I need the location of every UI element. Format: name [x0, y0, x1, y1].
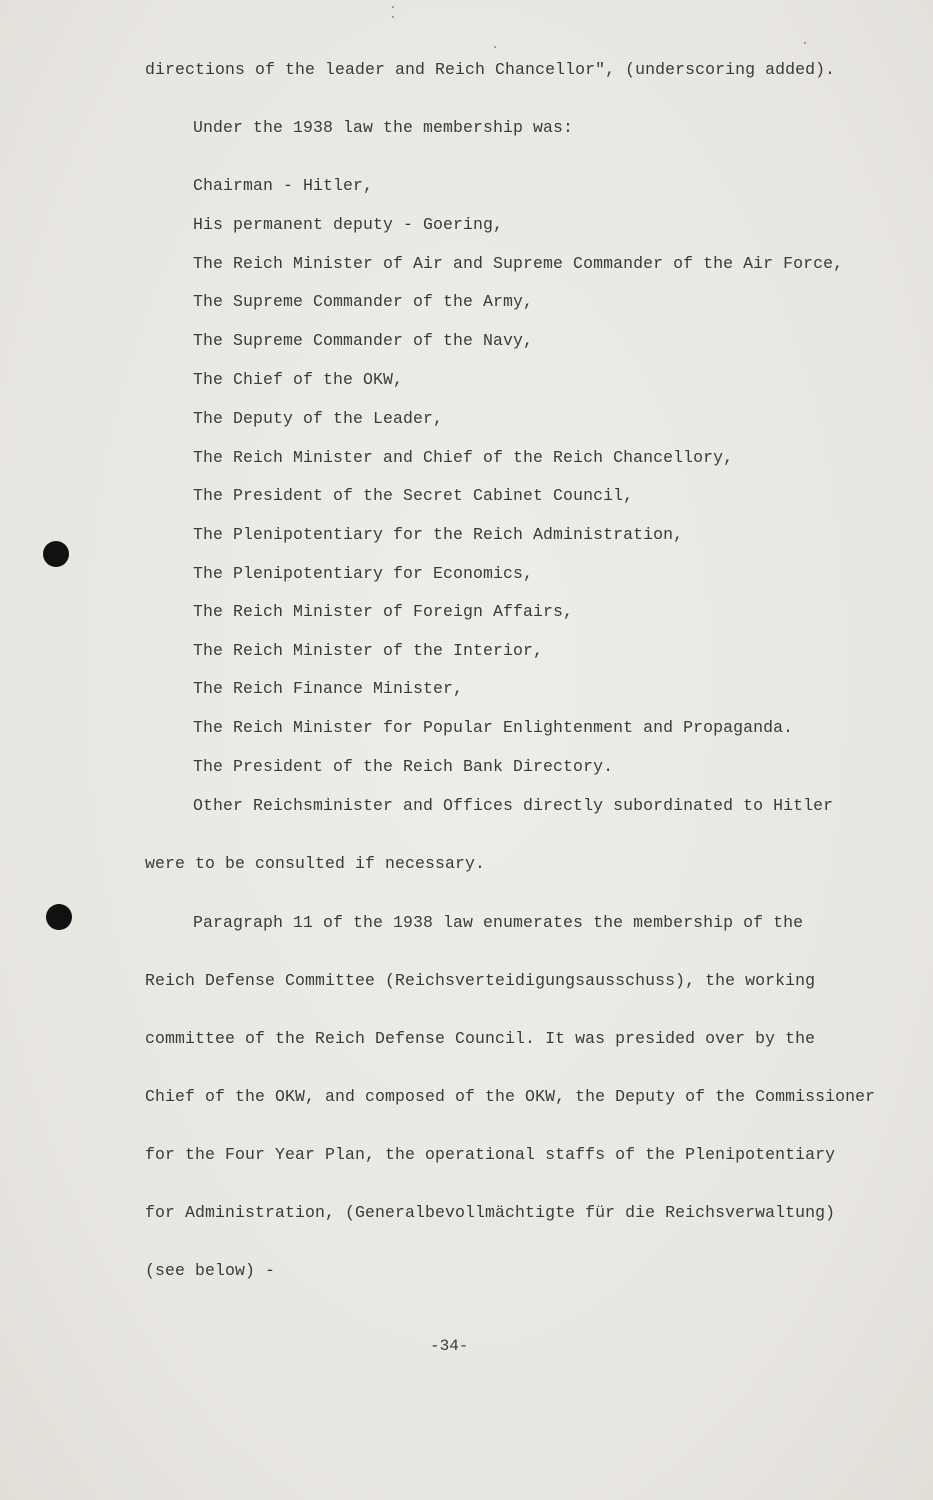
member-line: Other Reichsminister and Offices directly subordinated to Hitler: [193, 796, 834, 815]
member-line: The Plenipotentiary for the Reich Administration,: [193, 525, 684, 544]
paragraph-line: (see below) -: [145, 1261, 276, 1280]
member-line: The Supreme Commander of the Army,: [193, 292, 534, 311]
member-line: The Deputy of the Leader,: [193, 409, 444, 428]
member-line: The Supreme Commander of the Navy,: [193, 331, 534, 350]
paper-speck: [392, 16, 394, 18]
top-line: directions of the leader and Reich Chancellor", (underscoring added).: [145, 60, 836, 79]
punch-hole: [43, 541, 69, 567]
continuation-line: were to be consulted if necessary.: [145, 854, 486, 873]
member-line: The Reich Minister and Chief of the Reich Chancellory,: [193, 448, 734, 467]
member-line: The President of the Secret Cabinet Council,: [193, 486, 634, 505]
paragraph-line: for Administration, (Generalbevollmächtigte für die Reichsverwaltung): [145, 1203, 836, 1222]
paper-speck: [494, 46, 496, 48]
page-number: -34-: [430, 1337, 469, 1355]
member-line: The Chief of the OKW,: [193, 370, 404, 389]
member-line: The Reich Minister of Foreign Affairs,: [193, 602, 574, 621]
paragraph-line: Reich Defense Committee (Reichsverteidigungsausschuss), the working: [145, 971, 816, 990]
paragraph-line: committee of the Reich Defense Council. It was presided over by the: [145, 1029, 816, 1048]
punch-hole: [46, 904, 72, 930]
paragraph-line: Paragraph 11 of the 1938 law enumerates the membership of the: [193, 913, 804, 932]
member-line: The Reich Finance Minister,: [193, 679, 464, 698]
member-line: Chairman - Hitler,: [193, 176, 374, 195]
member-line: The Reich Minister for Popular Enlightenment and Propaganda.: [193, 718, 794, 737]
member-line: The Reich Minister of Air and Supreme Commander of the Air Force,: [193, 254, 844, 273]
paper-speck: [392, 6, 394, 8]
paragraph-line: for the Four Year Plan, the operational staffs of the Plenipotentiary: [145, 1145, 836, 1164]
intro-line: Under the 1938 law the membership was:: [193, 118, 574, 137]
member-line: The President of the Reich Bank Directory.: [193, 757, 614, 776]
member-line: His permanent deputy - Goering,: [193, 215, 504, 234]
member-line: The Plenipotentiary for Economics,: [193, 564, 534, 583]
paper-speck: [804, 42, 806, 44]
paragraph-line: Chief of the OKW, and composed of the OKW, the Deputy of the Commissioner: [145, 1087, 876, 1106]
member-line: The Reich Minister of the Interior,: [193, 641, 544, 660]
